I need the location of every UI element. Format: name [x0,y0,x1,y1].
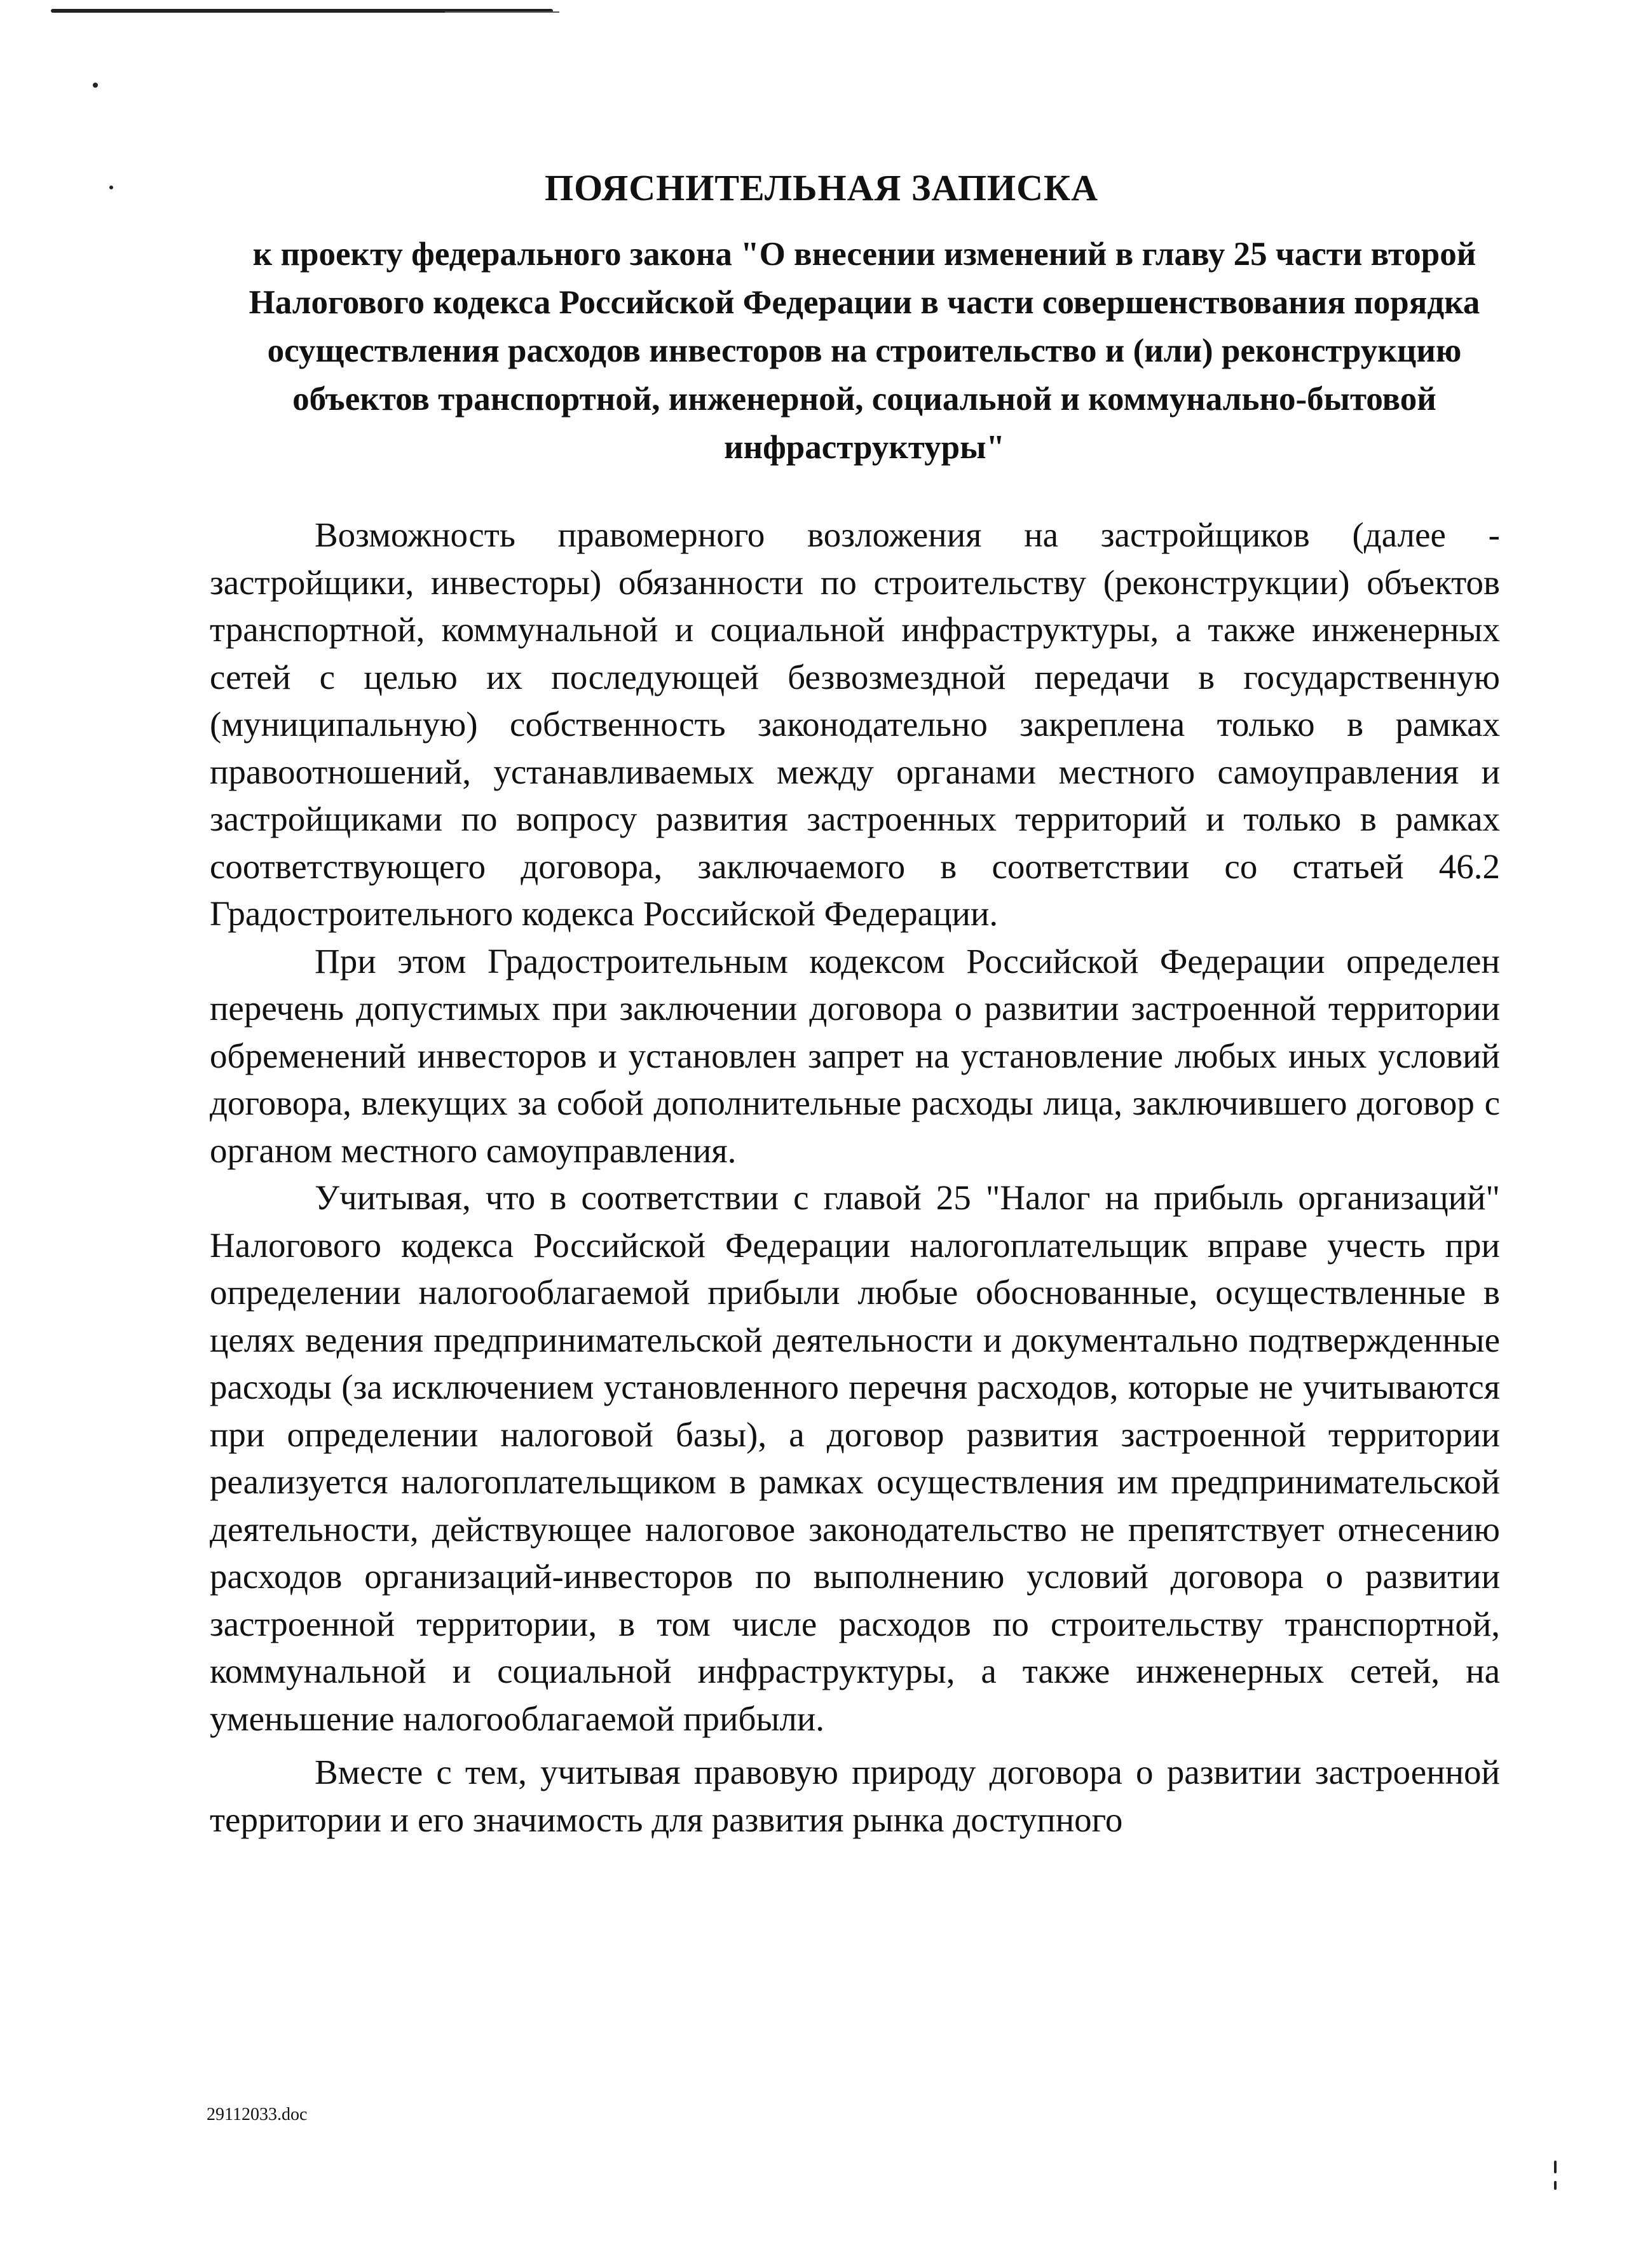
document-subtitle: к проекту федерального закона "О внесении изменений в главу 25 части второй Налогового кодекса Российской Федерации в части совершенствования порядка осуществления расходов инвесторов на строительство и (или) реконструкцию объектов транспортной, инженерной, социальной и коммунально-бытовой инфраструктуры" [249,236,1480,466]
footer-filename: 29112033.doc [207,2105,308,2124]
scan-speck [1554,2181,1557,2190]
body-paragraph: Вместе с тем, учитывая правовую природу договора о развитии застроенной территории и его значимость для развития рынка доступного [210,1753,1500,1839]
scan-artifact-line-thin [445,11,559,13]
document-title: ПОЯСНИТЕЛЬНАЯ ЗАПИСКА [544,167,1098,208]
document-body [210,512,1500,1844]
scan-speck [1554,2161,1557,2173]
body-paragraph: Учитывая, что в соответствии с главой 25 "Налог на прибыль организаций" Налогового кодекса Российской Федерации налогоплательщик вправе учесть при определении налогооблагаемой прибыли любые обоснованные, осуществленные в целях ведения предпринимательской деятельности и документально подтвержденные расходы (за исключением установленного перечня расходов, которые не учитываются при определении налоговой базы), а договор развития застроенной территории реализуется налогоплательщиком в рамках осуществления им предпринимательской деятельности, действующее налоговое законодательство не препятствует отнесению расходов организаций-инвесторов по выполнению условий договора о развитии застроенной территории, в том числе расходов по строительству транспортной, коммунальной и социальной инфраструктуры, а также инженерных сетей, на уменьшение налогооблагаемой прибыли. [210,1178,1500,1738]
scan-speck [93,83,98,88]
body-paragraph: При этом Градостроительным кодексом Российской Федерации определен перечень допустимых при заключении договора о развитии застроенной территории обременений инвесторов и установлен запрет на установление любых иных условий договора, влекущих за собой дополнительные расходы лица, заключившего договор с органом местного самоуправления. [210,941,1500,1170]
body-paragraph: Возможность правомерного возложения на застройщиков (далее - застройщики, инвесторы) обязанности по строительству (реконструкции) объектов транспортной, коммунальной и социальной инфраструктуры, а также инженерных сетей с целью их последующей безвозмездной передачи в государственную (муниципальную) собственность законодательно закреплена только в рамках правоотношений, устанавливаемых между органами местного самоуправления и застройщиками по вопросу развития застроенных территорий и только в рамках соответствующего договора, заключаемого в соответствии со статьей 46.2 Градостроительного кодекса Российской Федерации. [210,515,1500,933]
